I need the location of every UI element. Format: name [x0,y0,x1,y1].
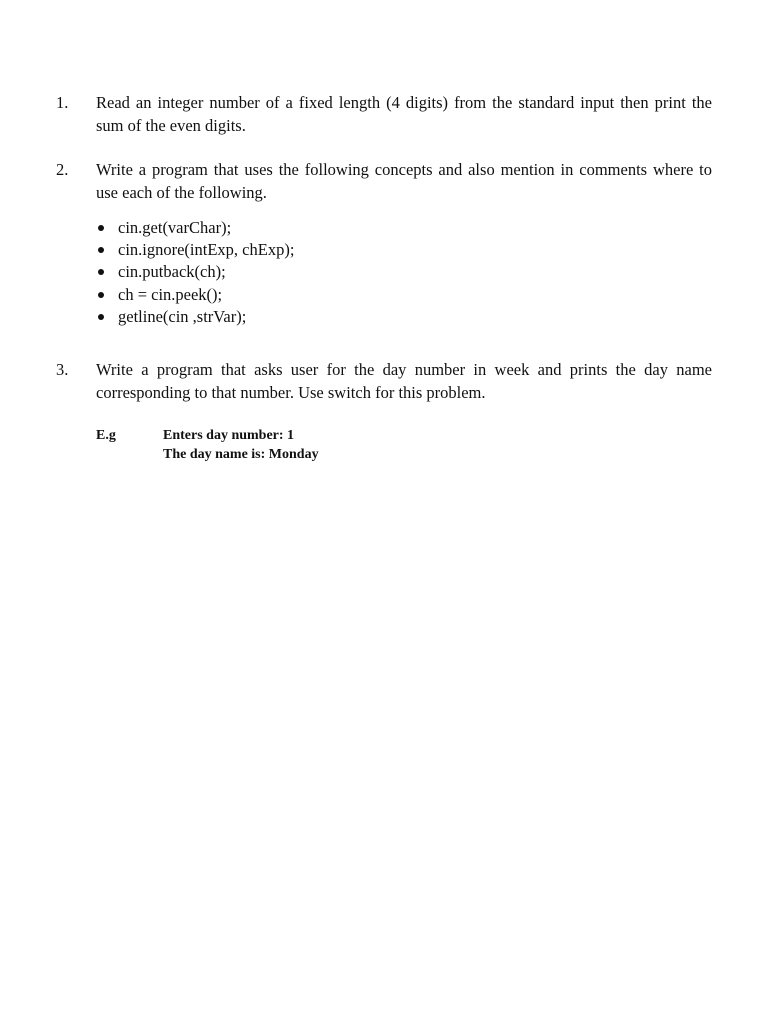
bullet-icon [98,247,104,253]
question-1-number: 1. [56,93,69,112]
bullet-icon [98,314,104,320]
question-1-text: Read an integer number of a fixed length (4 digits) from the standard input then print the sum of the even digits. [96,93,712,135]
list-item-text: cin.putback(ch); [118,262,226,282]
list-item-text: cin.get(varChar); [118,218,232,237]
list-item-text: getline(cin ,strVar); [118,306,247,326]
question-3 [56,359,712,404]
bullet-icon [98,269,104,275]
question-1 [56,92,712,137]
question-2-number: 2. [56,160,69,179]
question-3-text: Write a program that asks user for the day number in week and prints the day name corresponding to that number. Use switch for this problem. [96,360,712,402]
list-item [96,239,294,261]
list-item [96,306,294,328]
question-2 [56,159,712,204]
example-label: E.g [96,428,116,443]
question-3-number: 3. [56,360,69,379]
list-item [96,261,294,283]
concept-list [96,217,294,328]
list-item-text: cin.ignore(intExp, chExp); [118,240,295,260]
example-output-line: The day name is: Monday [163,447,319,462]
list-item [96,284,294,306]
list-item [96,217,294,239]
bullet-icon [98,225,104,231]
list-item-text: ch = cin.peek(); [118,284,223,304]
bullet-icon [98,292,104,298]
example-input-line: Enters day number: 1 [163,428,295,443]
question-2-text: Write a program that uses the following concepts and also mention in comments where to use each of the following. [96,160,712,202]
